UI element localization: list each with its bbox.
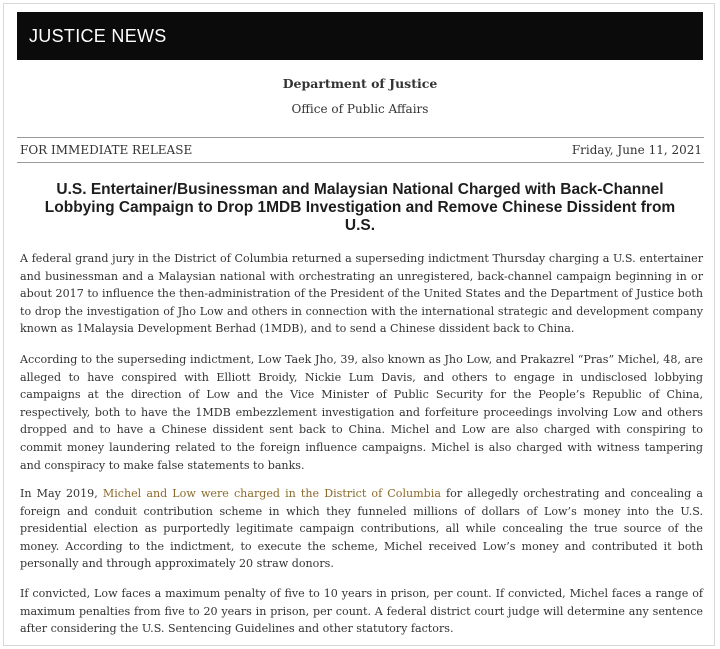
justice-news-banner xyxy=(17,12,703,60)
department-name: Department of Justice xyxy=(282,76,438,91)
paragraph-1: A federal grand jury in the District of Columbia returned a superseding indictment Thursday charging a U.S. entertainer and businessman and a Malaysian national with orchestrating an unregistered, back-channel campaign beginning in or about 2017 to influence the then-administration of the President of the United States and the Department of Justice both to drop the investigation of Jho Low and others in connection with the international strategic and development company known as 1Malaysia Development Berhad (1MDB), and to send a Chinese dissident back to China. xyxy=(20,252,703,336)
press-release-headline: U.S. Entertainer/Businessman and Malaysian National Charged with Back-Channel Lobbying Campaign to Drop 1MDB Investigation and Remove Chinese Dissident from U.S. xyxy=(44,181,676,234)
release-label: FOR IMMEDIATE RELEASE xyxy=(20,143,193,157)
bottom-divider xyxy=(17,162,704,163)
paragraph-4: If convicted, Low faces a maximum penalty of five to 10 years in prison, per count. If convicted, Michel faces a range of maximum penalties from five to 20 years in prison, per count. A federal district court judge will determine any sentence after considering the U.S. Sentencing Guidelines and other statutory factors. xyxy=(20,587,703,636)
paragraph-3-rest: for allegedly orchestrating and concealing a foreign and conduit contribution scheme in which they funneled millions of dollars of Low’s money into the U.S. presidential election as purportedly legitimate campaign contributions, all while concealing the true source of the money. According to the indictment, to execute the scheme, Michel received Low’s money and contributed it both personally and through approximately 20 straw donors. xyxy=(20,487,703,571)
banner-title: JUSTICE NEWS xyxy=(29,25,167,46)
paragraph-3 xyxy=(20,485,703,573)
office-name: Office of Public Affairs xyxy=(291,102,429,116)
paragraph-3-lead: In May 2019, xyxy=(20,487,103,500)
release-date: Friday, June 11, 2021 xyxy=(571,143,702,157)
paragraph-2: According to the superseding indictment, Low Taek Jho, 39, also known as Jho Low, and Prakazrel “Pras” Michel, 48, are alleged to have conspired with Elliott Broidy, Nickie Lum Davis, and others to engage in undisclosed lobbying campaigns at the direction of Low and the Vice Minister of Public Security for the People’s Republic of China, respectively, both to have the 1MDB embezzlement investigation and forfeiture proceedings involving Low and others dropped and to have a Chinese dissident sent back to China. Michel and Low are also charged with conspiring to commit money laundering related to the foreign influence campaigns. Michel is also charged with witness tampering and conspiracy to make false statements to banks. xyxy=(20,353,703,472)
top-divider xyxy=(17,137,704,138)
charged-in-dc-link[interactable]: Michel and Low were charged in the District of Columbia xyxy=(102,487,441,500)
